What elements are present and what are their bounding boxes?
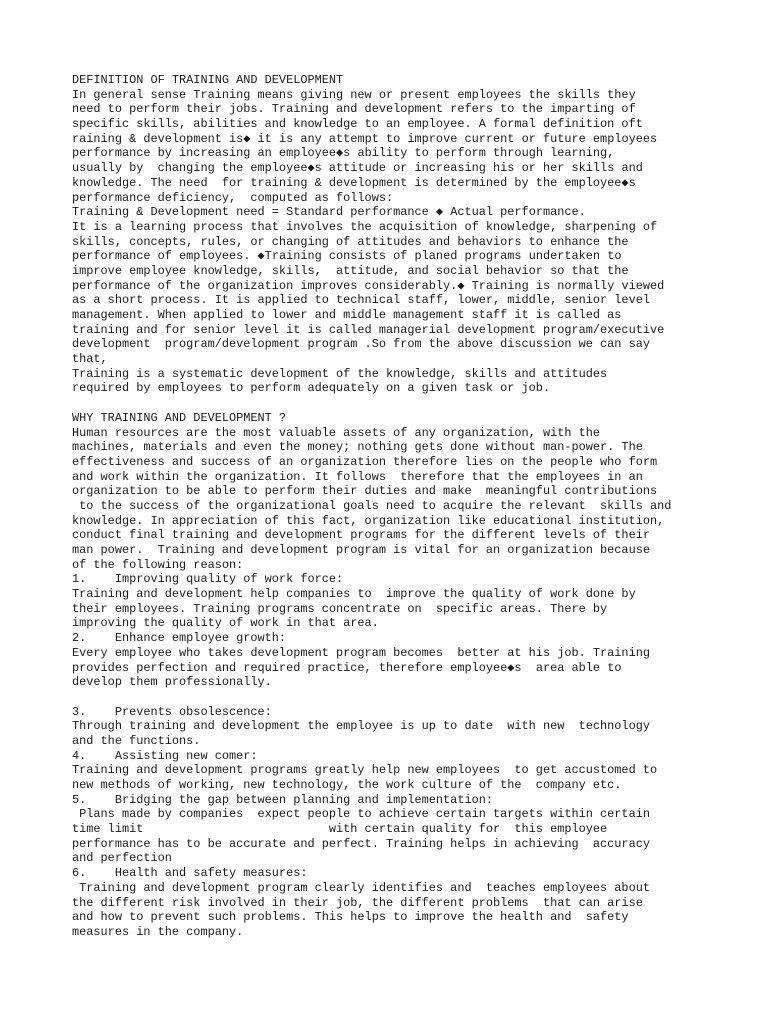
text-line: knowledge. The need for training & development is determined by the employee◆s [72, 175, 636, 190]
text-line: and the functions. [72, 733, 201, 748]
text-line: In general sense Training means giving new or present employees the skills they [72, 87, 636, 102]
text-line: Through training and development the employee is up to date with new technology [72, 719, 650, 734]
text-line: Human resources are the most valuable assets of any organization, with the [72, 425, 601, 440]
text-line: skills, concepts, rules, or changing of attitudes and behaviors to enhance the [72, 234, 629, 249]
text-line: and work within the organization. It follows therefore that the employees in an [72, 469, 643, 484]
text-line: Training and development program clearly identifies and teaches employees about [72, 880, 650, 895]
text-line: Training is a systematic development of the knowledge, skills and attitudes [72, 366, 608, 381]
text-line: performance has to be accurate and perfect. Training helps in achieving accuracy [72, 836, 650, 851]
text-line: develop them professionally. [72, 675, 272, 690]
text-line: measures in the company. [72, 924, 244, 939]
text-line: performance of the organization improves considerably.◆ Training is normally viewed [72, 278, 665, 293]
blank-line [72, 396, 722, 411]
text-line: Training and development programs greatly help new employees to get accustomed to [72, 763, 658, 778]
text-line: machines, materials and even the money; nothing gets done without man-power. The [72, 440, 643, 455]
text-line: performance by increasing an employee◆s ability to perform through learning, [72, 146, 615, 161]
text-line: effectiveness and success of an organization therefore lies on the people who form [72, 454, 658, 469]
text-line: usually by changing the employee◆s attitude or increasing his or her skills and [72, 161, 643, 176]
text-line: DEFINITION OF TRAINING AND DEVELOPMENT [72, 73, 344, 87]
text-line: of the following reason: [72, 557, 244, 572]
document-body [72, 73, 722, 940]
text-line: the different risk involved in their job, the different problems that can arise [72, 895, 643, 910]
blank-line [72, 690, 722, 705]
text-line: improve employee knowledge, skills, attitude, and social behavior so that the [72, 263, 629, 278]
text-line: need to perform their jobs. Training and development refers to the imparting of [72, 102, 636, 117]
text-line: and how to prevent such problems. This helps to improve the health and safety [72, 910, 629, 925]
text-line: improving the quality of work in that area. [72, 616, 379, 631]
text-line: 3. Prevents obsolescence: [72, 704, 272, 719]
text-line: WHY TRAINING AND DEVELOPMENT ? [72, 410, 287, 425]
text-line: new methods of working, new technology, the work culture of the company etc. [72, 778, 622, 792]
text-line: 4. Assisting new comer: [72, 748, 258, 763]
text-line: performance of employees. ◆Training consists of planed programs undertaken to [72, 249, 622, 264]
text-line: management. When applied to lower and middle management staff it is called as [72, 308, 622, 322]
text-line: Every employee who takes development program becomes better at his job. Training [72, 645, 650, 660]
text-line: required by employees to perform adequately on a given task or job. [72, 381, 551, 396]
text-line: 1. Improving quality of work force: [72, 572, 344, 587]
text-line: 6. Health and safety measures: [72, 866, 308, 881]
text-line: their employees. Training programs concentrate on specific areas. There by [72, 601, 608, 616]
text-line: conduct final training and development programs for the different levels of their [72, 528, 650, 543]
text-line: specific skills, abilities and knowledge to an employee. A formal definition oft [72, 117, 643, 132]
text-line: and perfection [72, 851, 172, 866]
text-line: raining & development is◆ it is any attempt to improve current or future employees [72, 131, 658, 146]
text-line: 2. Enhance employee growth: [72, 631, 287, 646]
text-line: 5. Bridging the gap between planning and implementation: [72, 792, 493, 807]
text-line: man power. Training and development program is vital for an organization because [72, 543, 650, 557]
text-line: Plans made by companies expect people to achieve certain targets within certain [72, 807, 650, 822]
text-line: provides perfection and required practice, therefore employee◆s area able to [72, 660, 622, 675]
text-line: that, [72, 352, 108, 367]
text-line: organization to be able to perform their duties and make meaningful contributions [72, 484, 658, 499]
text-line: development program/development program .So from the above discussion we can say [72, 337, 650, 352]
text-line: It is a learning process that involves the acquisition of knowledge, sharpening of [72, 219, 658, 234]
text-line: knowledge. In appreciation of this fact, organization like educational institution, [72, 513, 665, 528]
text-line: as a short process. It is applied to technical staff, lower, middle, senior level [72, 293, 650, 308]
text-line: Training & Development need = Standard performance ◆ Actual performance. [72, 205, 586, 220]
text-line: to the success of the organizational goals need to acquire the relevant skills and [72, 498, 672, 513]
text-line: time limit with certain quality for this employee [72, 822, 608, 837]
text-line: training and for senior level it is called managerial development program/executive [72, 322, 665, 337]
text-line: Training and development help companies to improve the quality of work done by [72, 587, 636, 602]
text-line: performance deficiency, computed as follows: [72, 190, 394, 205]
